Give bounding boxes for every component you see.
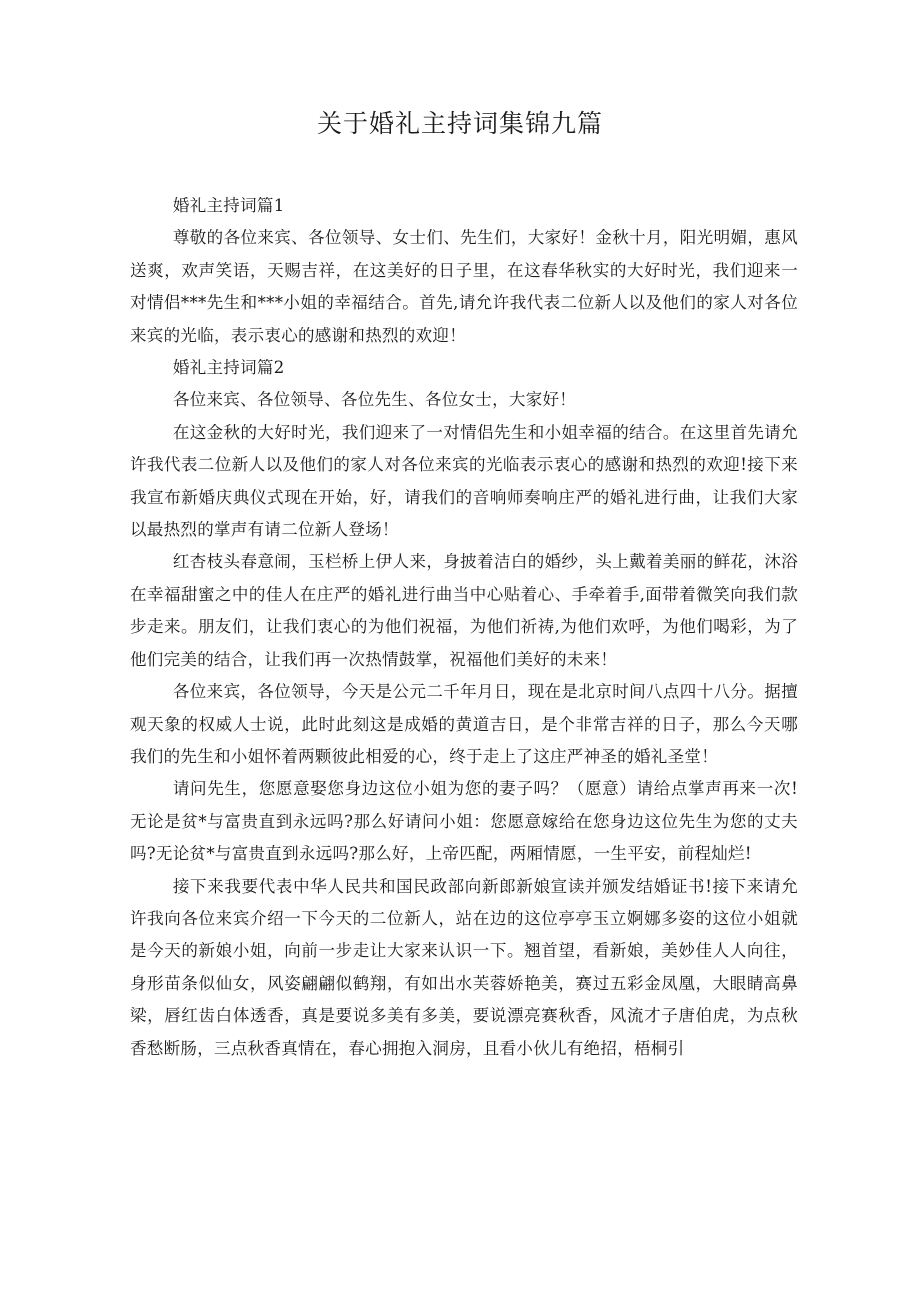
paragraph: 接下来我要代表中华人民共和国民政部向新郎新娘宣读并颁发结婚证书!接下来请允许我向各位来宾介绍一下今天的二位新人，站在边的这位亭亭玉立婀娜多姿的这位小姐就是今天的新娘小姐，向前一步走让大家来认识一下。翘首望，看新娘，美妙佳人人向往，身形苗条似仙女，风姿翩翩似鹤翔，有如出水芙蓉娇艳美，赛过五彩金凤凰，大眼睛高鼻梁，唇红齿白体透香，真是要说多美有多美，要说漂亮赛秋香，风流才子唐伯虎，为点秋香愁断肠，三点秋香真情在，春心拥抱入洞房，且看小伙儿有绝招，梧桐引	[130, 876, 798, 1058]
paragraph: 在这金秋的大好时光，我们迎来了一对情侣先生和小姐幸福的结合。在这里首先请允许我代表二位新人以及他们的家人对各位来宾的光临表示衷心的感谢和热烈的欢迎!接下来我宣布新婚庆典仪式现在开始，好，请我们的音响师奏响庄严的婚礼进行曲，让我们大家以最热烈的掌声有请二位新人登场！	[130, 422, 798, 540]
paragraph: 请问先生，您愿意娶您身边这位小姐为您的妻子吗？（愿意）请给点掌声再来一次!无论是贫*与富贵直到永远吗?那么好请问小姐：您愿意嫁给在您身边这位先生为您的丈夫吗?无论贫*与富贵直到永远吗?那么好，上帝匹配，两厢情愿，一生平安，前程灿烂!	[130, 779, 798, 864]
section-heading-2: 婚礼主持词篇2	[172, 358, 285, 378]
document-title: 关于婚礼主持词集锦九篇	[316, 109, 603, 138]
paragraph: 红杏枝头春意闹，玉栏桥上伊人来，身披着洁白的婚纱，头上戴着美丽的鲜花，沐浴在幸福甜蜜之中的佳人在庄严的婚礼进行曲当中心贴着心、手牵着手,面带着微笑向我们款步走来。朋友们，让我们衷心的为他们祝福，为他们祈祷,为他们欢呼，为他们喝彩，为了他们完美的结合，让我们再一次热情鼓掌，祝福他们美好的未来！	[130, 552, 798, 669]
section-heading-1: 婚礼主持词篇1	[172, 196, 285, 215]
document-body	[130, 190, 798, 1065]
paragraph: 尊敬的各位来宾、各位领导、女士们、先生们，大家好！金秋十月，阳光明媚，惠风送爽，欢声笑语，天赐吉祥，在这美好的日子里，在这春华秋实的大好时光，我们迎来一对情侣***先生和***小姐的幸福结合。首先,请允许我代表二位新人以及他们的家人对各位来宾的光临，表示衷心的感谢和热烈的欢迎！	[130, 228, 798, 345]
paragraph: 各位来宾，各位领导，今天是公元二千年月日，现在是北京时间八点四十八分。据擅观天象的权威人士说，此时此刻这是成婚的黄道吉日，是个非常吉祥的日子，那么今天哪我们的先生和小姐怀着两颗彼此相爱的心，终于走上了这庄严神圣的婚礼圣堂！	[130, 682, 798, 766]
paragraph: 各位来宾、各位领导、各位先生、各位女士，大家好！	[172, 390, 577, 410]
